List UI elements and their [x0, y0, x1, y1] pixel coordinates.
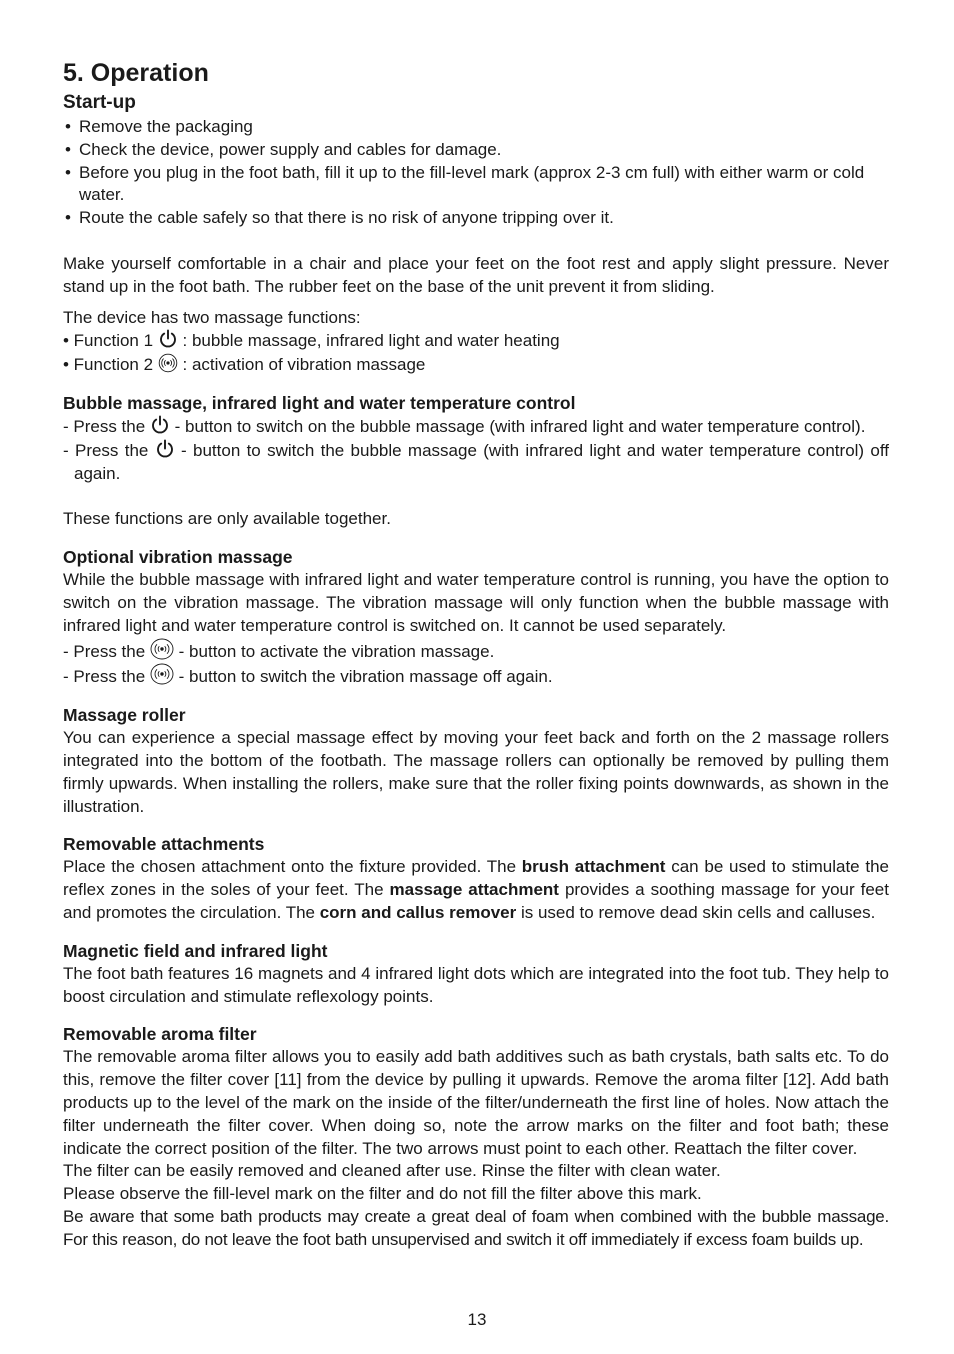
vibration-line-off — [63, 663, 889, 689]
power-icon — [150, 415, 170, 435]
function-2-line — [63, 353, 889, 377]
startup-list — [63, 116, 889, 230]
bubble-line-on-prefix: - Press the — [63, 416, 146, 436]
power-icon — [158, 329, 178, 349]
function-1-line — [63, 329, 889, 353]
vibration-line-on — [63, 638, 889, 664]
vibration-paragraph: While the bubble massage with infrared light and water temperature control is running, you have the option to switch on the vibration massage. The vibration massage will only function when the bubble massage with infrared light and water temperature control is switched on. It cannot be used separately. — [63, 570, 889, 635]
vibration-icon — [150, 663, 174, 685]
attachments-bold-term: corn and callus remover — [319, 902, 517, 922]
function-1-label: • Function 1 — [63, 331, 154, 351]
attachments-heading: Removable attachments — [63, 834, 265, 855]
bubble-line-off — [63, 439, 889, 486]
vibration-line-on-text: - button to activate the vibration massage. — [178, 641, 495, 661]
page-title: 5. Operation — [63, 59, 209, 87]
aroma-heading: Removable aroma filter — [63, 1024, 257, 1045]
roller-heading: Massage roller — [63, 705, 186, 726]
magnetic-paragraph: The foot bath features 16 magnets and 4 infrared light dots which are integrated into the foot tub. They help to boost circulation and stimulate reflexology points. — [63, 963, 889, 1006]
vibration-line-off-text: - button to switch the vibration massage off again. — [178, 667, 553, 687]
attachments-bold-term: massage attachment — [389, 880, 559, 900]
vibration-line-on-prefix: - Press the — [63, 641, 146, 661]
list-item: • Before you plug in the foot bath, fill it up to the fill-level mark (approx 2-3 cm full) with either warm or cold water. — [63, 162, 889, 208]
list-item: • Check the device, power supply and cables for damage. — [63, 139, 889, 162]
aroma-paragraph: Please observe the fill-level mark on the filter and do not fill the filter above this mark. — [63, 1184, 702, 1204]
list-item: • Route the cable safely so that there is no risk of anyone tripping over it. — [63, 207, 889, 230]
function-2-label: • Function 2 — [63, 355, 154, 375]
aroma-paragraph: Be aware that some bath products may create a great deal of foam when combined with the bubble massage. For this reason, do not leave the foot bath unsupervised and switch it off immediately if excess foam builds up. — [63, 1206, 889, 1249]
function-2-text: : activation of vibration massage — [182, 355, 426, 375]
vibration-heading: Optional vibration massage — [63, 547, 293, 568]
power-icon — [155, 439, 175, 459]
attachments-text: can be used to stimulate the reflex zones in the soles of your feet. The — [63, 857, 890, 900]
functions-intro: The device has two massage functions: — [63, 307, 361, 327]
aroma-paragraph: The removable aroma filter allows you to easily add bath additives such as bath crystals, bath salts etc. To do this, remove the filter cover [11] from the device by pulling it upwards. Remove the aroma filter [12]. Add bath products up to the level of the mark on the inside of the filter/underneath the first line of holes. Now attach the filter underneath the filter cover. When doing so, note the arrow marks on the filter and foot bath; these indicate the correct position of the filter. The two arrows must point to each other. Reattach the filter cover. — [63, 1047, 889, 1158]
startup-heading: Start-up — [63, 92, 136, 113]
vibration-icon — [158, 353, 178, 373]
bubble-line-on — [63, 415, 889, 439]
bubble-line-off-prefix: - Press the — [63, 440, 149, 460]
function-1-text: : bubble massage, infrared light and water heating — [182, 331, 560, 351]
aroma-paragraph: The filter can be easily removed and cleaned after use. Rinse the filter with clean water. — [63, 1161, 721, 1181]
attachments-text: is used to remove dead skin cells and calluses. — [516, 902, 876, 922]
vibration-icon — [150, 638, 174, 660]
attachments-text: Place the chosen attachment onto the fixture provided. The — [63, 857, 522, 877]
attachments-bold-term: brush attachment — [521, 857, 666, 877]
bubble-line-on-text: - button to switch on the bubble massage (with infrared light and water temperature control). — [174, 416, 866, 436]
document-page — [63, 56, 889, 1251]
bubble-line-off-text: - button to switch the bubble massage (with infrared light and water temperature control) off again. — [74, 440, 889, 483]
bubble-heading: Bubble massage, infrared light and water temperature control — [63, 392, 576, 413]
roller-paragraph: You can experience a special massage effect by moving your feet back and forth on the 2 massage rollers integrated into the bottom of the footbath. The massage rollers can optionally be removed by pulling them firmly upwards. When installing the rollers, make sure that the roller fixing points downwards, as shown in the illustration. — [63, 728, 889, 816]
magnetic-heading: Magnetic field and infrared light — [63, 940, 328, 961]
attachments-paragraph — [63, 856, 889, 924]
startup-paragraph: Make yourself comfortable in a chair and place your feet on the foot rest and apply slight pressure. Never stand up in the foot bath. The rubber feet on the base of the unit prevent it from sliding. — [63, 253, 889, 296]
attachments-text: provides a soothing massage for your feet and promotes the circulation. The — [63, 880, 889, 922]
list-item: • Remove the packaging — [63, 116, 889, 139]
bubble-note: These functions are only available together. — [63, 509, 391, 529]
page-number: 13 — [467, 1310, 487, 1329]
vibration-line-off-prefix: - Press the — [63, 667, 146, 687]
